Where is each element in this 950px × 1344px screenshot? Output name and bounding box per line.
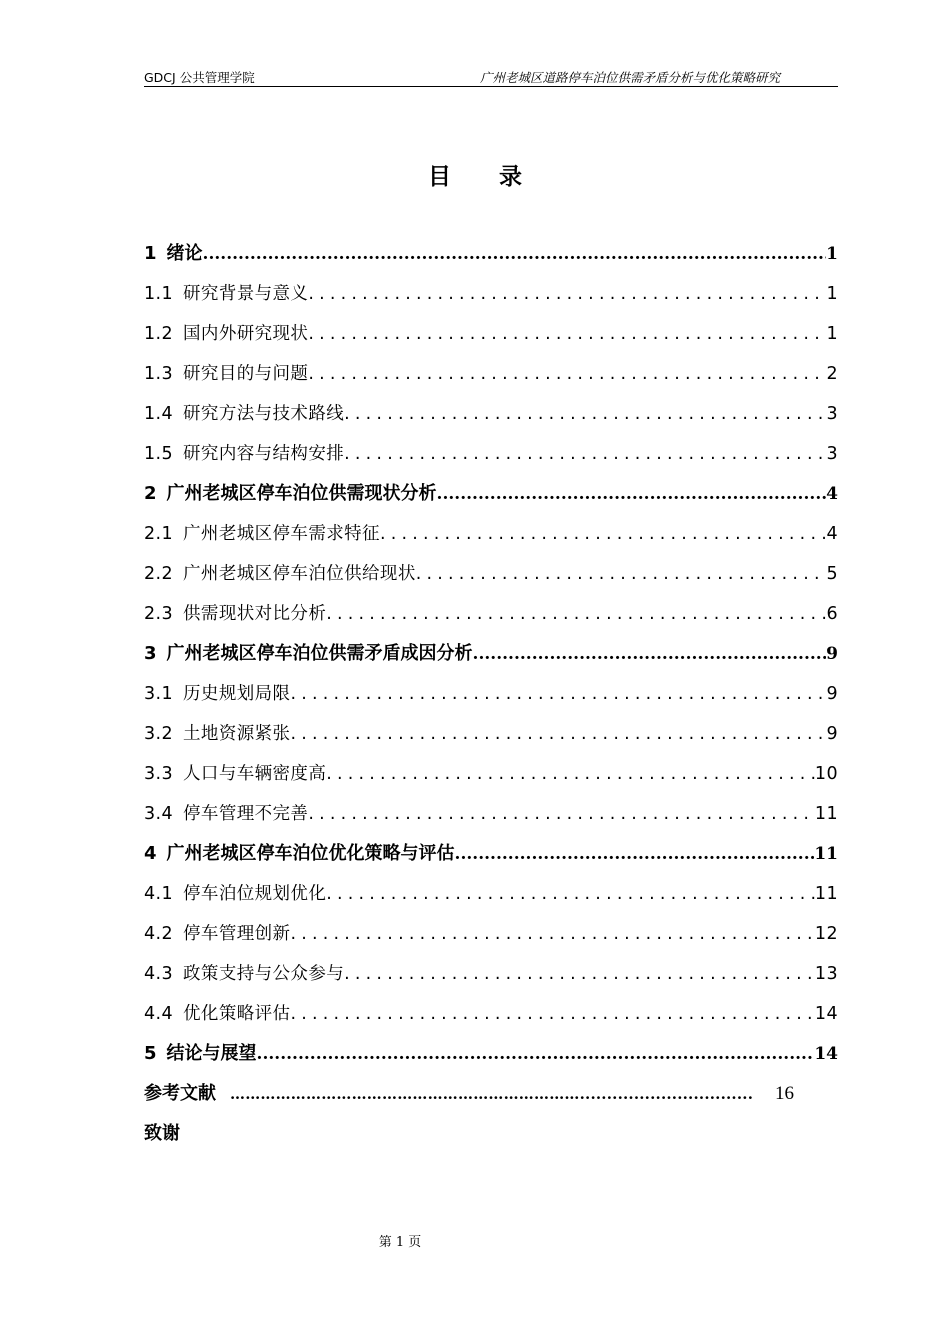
toc-entry-leader-dots [344,394,826,434]
toc-entry-page: 9 [826,644,838,664]
toc-entry-section[interactable] [144,554,838,594]
toc-entry-page: 11 [814,884,838,904]
page-number: 第 1 页 [378,1235,422,1250]
toc-entry-number: 3.4 [144,804,174,824]
toc-entry-title: 研究目的与问题 [183,364,309,384]
toc-entry-chapter[interactable] [144,1034,838,1074]
toc-entry-page: 4 [826,484,838,504]
toc-entry-title: 土地资源紧张 [183,724,291,744]
toc-entry-section[interactable] [144,514,838,554]
toc-entry-number: 3 [144,643,157,664]
toc-entry-leader-dots [344,954,815,994]
toc-entry-number: 1.3 [144,364,174,384]
toc-entry-title: 政策支持与公众参与 [183,964,345,984]
toc-entry-section[interactable] [144,754,838,794]
toc-entry-leader-dots [290,674,826,714]
toc-entry-leader-dots [203,234,827,274]
toc-entry-page: 9 [826,684,838,704]
toc-entry-chapter[interactable] [144,834,838,874]
toc-entry-number: 5 [144,1043,157,1064]
toc-entry-leader-dots: …………………………………………………………… ..... [230,1074,753,1114]
toc-entry-leader-dots [308,314,826,354]
toc-entry-number: 1.1 [144,284,174,304]
toc-entry-leader-dots [290,914,814,954]
toc-entry-title: 广州老城区停车泊位供需矛盾成因分析 [166,643,473,664]
toc-entry-number: 2 [144,483,157,504]
toc-entry-title: 人口与车辆密度高 [183,764,327,784]
toc-entry-leader-dots [473,634,827,674]
toc-entry-leader-dots [308,354,826,394]
toc-entry-acknowledgement[interactable] [144,1114,838,1154]
toc-entry-section[interactable] [144,274,838,314]
toc-entry-title: 停车管理创新 [183,924,291,944]
toc-entry-page: 1 [826,284,838,304]
toc-entry-leader-dots [326,874,815,914]
toc-entry-page: 9 [826,724,838,744]
toc-entry-page: 14 [814,1004,838,1024]
toc-entry-title: 供需现状对比分析 [183,604,327,624]
toc-entry-leader-dots [290,714,826,754]
toc-entry-title: 致谢 [144,1123,180,1144]
toc-entry-title: 历史规划局限 [183,684,291,704]
toc-entry-section[interactable] [144,394,838,434]
toc-entry-title: 广州老城区停车泊位供需现状分析 [166,483,437,504]
toc-entry-page: 1 [826,324,838,344]
toc-entry-leader-dots [344,434,826,474]
toc-entry-page: 14 [814,1044,838,1064]
toc-entry-number: 1.4 [144,404,174,424]
toc-entry-section[interactable] [144,914,838,954]
toc-entry-leader-dots [326,594,826,634]
toc-entry-number: 3.2 [144,724,174,744]
toc-entry-section[interactable] [144,954,838,994]
toc-entry-title: 结论与展望 [166,1043,257,1064]
toc-entry-leader-dots [455,834,815,874]
toc-entry-page: 11 [814,844,838,864]
toc-entry-title: 研究背景与意义 [183,284,309,304]
toc-entry-number: 2.3 [144,604,174,624]
toc-entry-chapter[interactable] [144,234,838,274]
toc-entry-number: 4.2 [144,924,174,944]
toc-entry-title: 广州老城区停车泊位优化策略与评估 [166,843,455,864]
toc-entry-leader-dots [437,474,827,514]
header-institution: GDCJ 公共管理学院 [144,70,255,85]
toc-entry-chapter[interactable] [144,474,838,514]
toc-entry-number: 4 [144,843,157,864]
toc-entry-leader-dots [416,554,827,594]
toc-entry-number: 4.4 [144,1004,174,1024]
page-header [144,66,838,87]
toc-entry-title: 研究内容与结构安排 [183,444,345,464]
toc-entry-number: 1 [144,243,157,264]
toc-entry-page: 12 [814,924,838,944]
toc-entry-number: 1.2 [144,324,174,344]
toc-entry-section[interactable] [144,714,838,754]
toc-entry-page: 3 [826,444,838,464]
toc-entry-number: 1.5 [144,444,174,464]
toc-entry-leader-dots [290,994,814,1034]
toc-entry-title: 广州老城区停车需求特征 [183,524,380,544]
toc-entry-page: 3 [826,404,838,424]
toc-entry-chapter[interactable] [144,634,838,674]
toc-entry-page: 13 [814,964,838,984]
toc-entry-number: 3.1 [144,684,174,704]
toc-entry-title: 优化策略评估 [183,1004,291,1024]
toc-entry-section[interactable] [144,994,838,1034]
toc-entry-page: 10 [814,764,838,784]
toc-entry-page: 6 [826,604,838,624]
toc-entry-title: 国内外研究现状 [183,324,309,344]
toc-entry-section[interactable] [144,674,838,714]
toc-entry-title: 研究方法与技术路线 [183,404,345,424]
toc-entry-page: 16 [775,1083,794,1104]
toc-entry-title: 广州老城区停车泊位供给现状 [183,564,416,584]
toc-entry-page: 5 [826,564,838,584]
toc-entry-leader-dots [308,274,826,314]
toc-entry-leader-dots [308,794,815,834]
toc-entry-leader-dots [380,514,827,554]
toc-entry-page: 11 [814,804,838,824]
toc-entry-page: 4 [826,524,838,544]
toc-entry-section[interactable] [144,874,838,914]
toc-entry-section[interactable] [144,794,838,834]
toc-entry-page: 1 [826,244,838,264]
table-of-contents [144,234,838,1154]
toc-entry-page: 2 [826,364,838,384]
toc-entry-section[interactable] [144,594,838,634]
toc-entry-section[interactable] [144,314,838,354]
toc-entry-title: 参考文献 [144,1083,216,1104]
toc-entry-section[interactable] [144,354,838,394]
header-thesis-title: 广州老城区道路停车泊位供需矛盾分析与优化策略研究 [479,70,780,85]
toc-entry-title: 停车管理不完善 [183,804,309,824]
toc-entry-title: 停车泊位规划优化 [183,884,327,904]
toc-entry-section[interactable] [144,434,838,474]
toc-title: 目录 [428,164,570,190]
toc-entry-number: 4.1 [144,884,174,904]
toc-entry-number: 2.1 [144,524,174,544]
toc-entry-leader-dots [326,754,815,794]
toc-entry-number: 3.3 [144,764,174,784]
toc-entry-title: 绪论 [166,243,203,264]
toc-entry-number: 2.2 [144,564,174,584]
toc-entry-references[interactable] [144,1074,838,1114]
toc-entry-leader-dots [257,1034,815,1074]
toc-entry-number: 4.3 [144,964,174,984]
